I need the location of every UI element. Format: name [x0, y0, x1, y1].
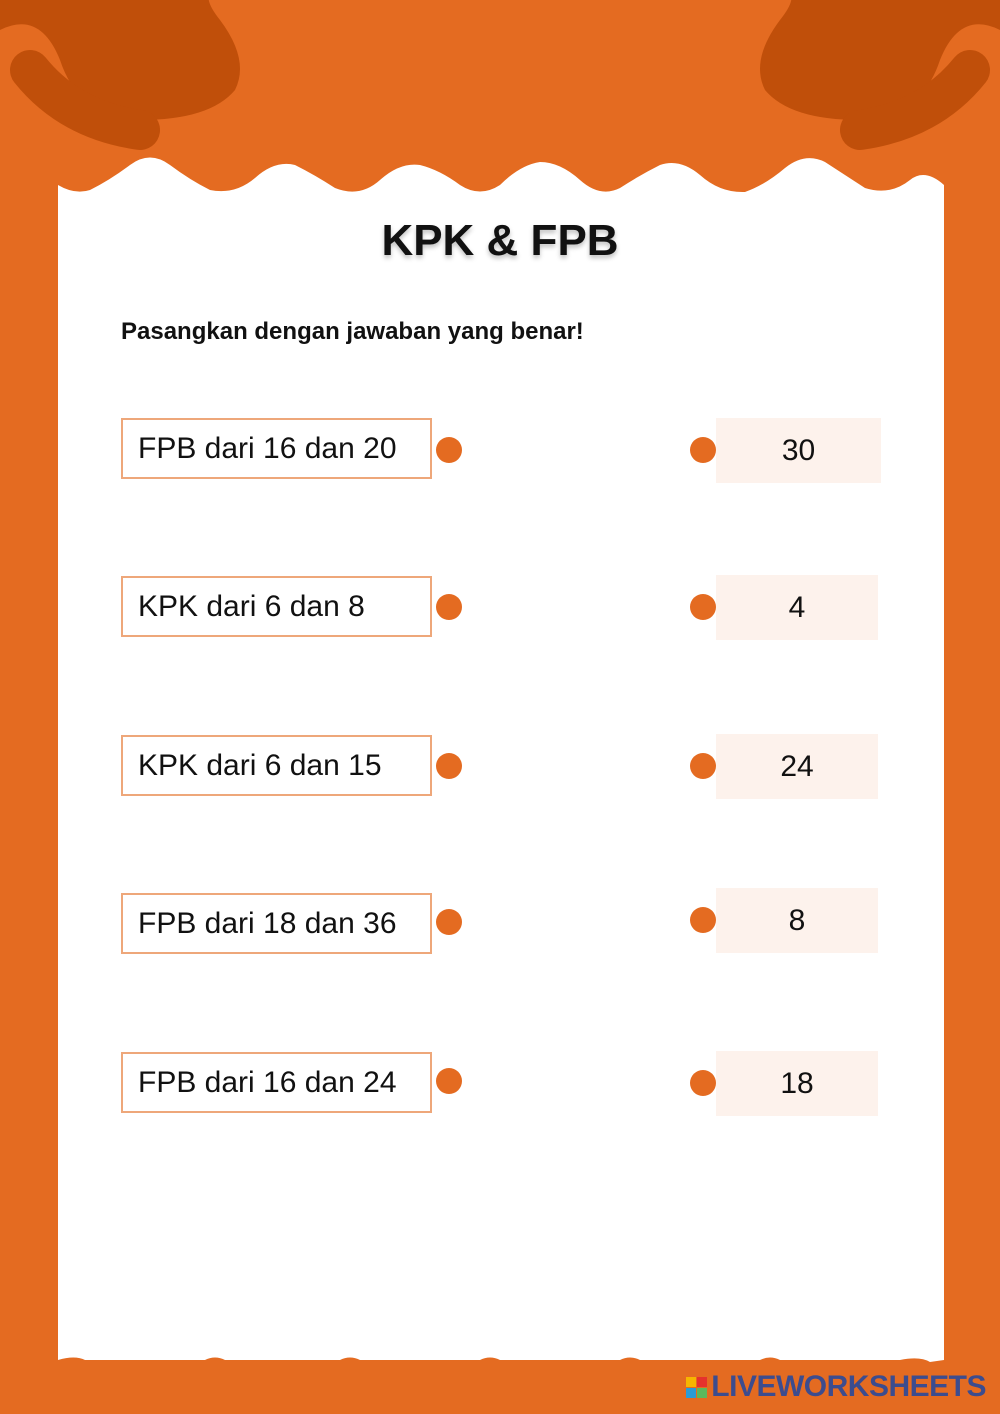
liveworksheets-logo[interactable] — [686, 1370, 986, 1404]
answer-connector-dot-3[interactable] — [690, 753, 716, 779]
answer-connector-dot-5[interactable] — [690, 1070, 716, 1096]
answer-label: 8 — [788, 903, 806, 937]
answer-connector-dot-2[interactable] — [690, 594, 716, 620]
question-connector-dot-1[interactable] — [436, 437, 462, 463]
question-connector-dot-2[interactable] — [436, 594, 462, 620]
question-label: FPB dari 16 dan 24 — [138, 1065, 397, 1099]
question-connector-dot-3[interactable] — [436, 753, 462, 779]
question-label: KPK dari 6 dan 15 — [138, 748, 382, 782]
question-box-5 — [121, 1052, 432, 1113]
question-box-4 — [121, 893, 432, 954]
question-label: FPB dari 16 dan 20 — [138, 431, 397, 465]
answer-label: 30 — [781, 433, 816, 467]
question-box-2 — [121, 576, 432, 637]
question-connector-dot-4[interactable] — [436, 909, 462, 935]
answer-label: 4 — [788, 590, 806, 624]
instruction-text: Pasangkan dengan jawaban yang benar! — [121, 318, 584, 345]
question-box-1 — [121, 418, 432, 479]
question-box-3 — [121, 735, 432, 796]
answer-connector-dot-4[interactable] — [690, 907, 716, 933]
brand-mark-icon — [686, 1377, 707, 1398]
answer-box-4 — [716, 888, 878, 953]
answer-box-5 — [716, 1051, 878, 1116]
answer-label: 24 — [780, 749, 814, 783]
answer-label: 18 — [780, 1066, 814, 1100]
answer-connector-dot-1[interactable] — [690, 437, 716, 463]
brand-name: LIVEWORKSHEETS — [711, 1370, 986, 1403]
answer-box-3 — [716, 734, 878, 799]
answer-box-2 — [716, 575, 878, 640]
page-title: KPK & FPB — [381, 216, 619, 265]
question-label: FPB dari 18 dan 36 — [138, 906, 397, 940]
answer-box-1 — [716, 418, 881, 483]
question-label: KPK dari 6 dan 8 — [138, 589, 365, 623]
question-connector-dot-5[interactable] — [436, 1068, 462, 1094]
